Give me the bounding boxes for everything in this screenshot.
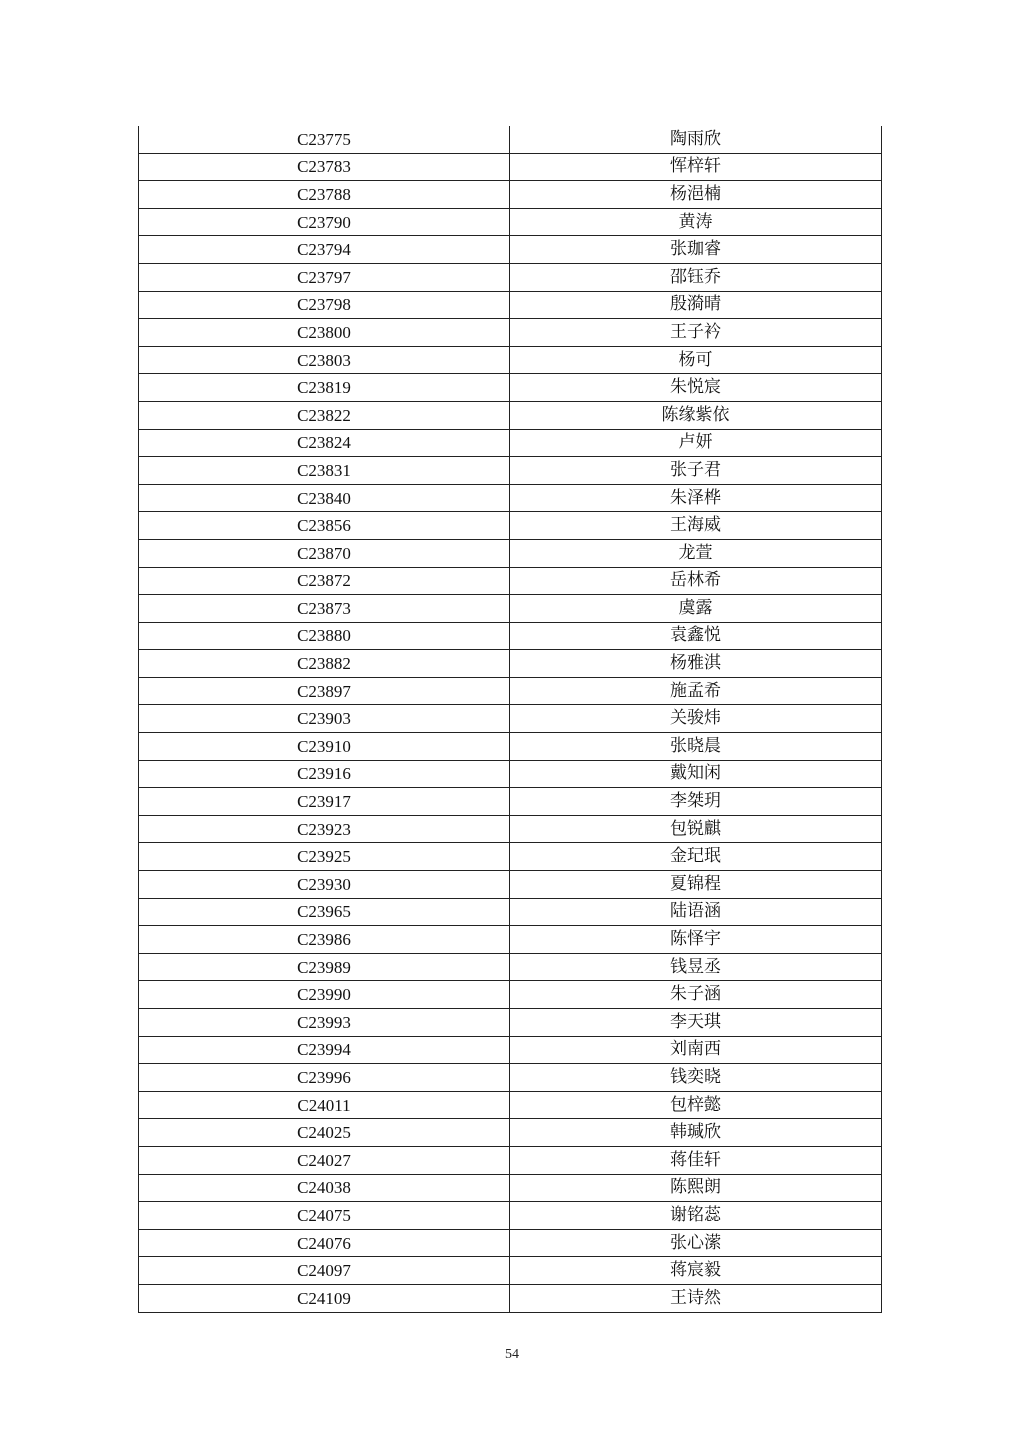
code-cell: C23797 [139, 263, 510, 291]
table-row [139, 622, 882, 650]
code-cell: C23925 [139, 843, 510, 871]
table-row [139, 650, 882, 678]
code-cell: C23831 [139, 457, 510, 485]
name-cell: 钱奕晓 [510, 1064, 882, 1092]
name-cell: 李天琪 [510, 1009, 882, 1037]
name-cell: 邵钰乔 [510, 263, 882, 291]
code-cell: C23775 [139, 126, 510, 153]
code-cell: C24027 [139, 1146, 510, 1174]
name-cell: 朱悦宸 [510, 374, 882, 402]
code-cell: C24075 [139, 1202, 510, 1230]
table-row [139, 153, 882, 181]
table-row [139, 1064, 882, 1092]
code-cell: C23819 [139, 374, 510, 402]
roster-table [138, 126, 882, 1313]
table-row [139, 457, 882, 485]
name-cell: 陆语涵 [510, 898, 882, 926]
name-cell: 龙萱 [510, 539, 882, 567]
name-cell: 包锐麒 [510, 815, 882, 843]
table-row [139, 374, 882, 402]
code-cell: C24011 [139, 1091, 510, 1119]
table-row [139, 953, 882, 981]
table-row [139, 1174, 882, 1202]
code-cell: C23783 [139, 153, 510, 181]
name-cell: 张子君 [510, 457, 882, 485]
table-row [139, 760, 882, 788]
name-cell: 蒋佳轩 [510, 1146, 882, 1174]
code-cell: C23800 [139, 319, 510, 347]
name-cell: 关骏炜 [510, 705, 882, 733]
table-row [139, 484, 882, 512]
name-cell: 谢铭蕊 [510, 1202, 882, 1230]
table-row [139, 1284, 882, 1312]
name-cell: 施孟希 [510, 677, 882, 705]
name-cell: 杨雅淇 [510, 650, 882, 678]
name-cell: 包梓懿 [510, 1091, 882, 1119]
code-cell: C23882 [139, 650, 510, 678]
table-row [139, 1202, 882, 1230]
table-row [139, 1036, 882, 1064]
code-cell: C23824 [139, 429, 510, 457]
name-cell: 刘南西 [510, 1036, 882, 1064]
code-cell: C23856 [139, 512, 510, 540]
table-row [139, 595, 882, 623]
name-cell: 戴知闲 [510, 760, 882, 788]
table-row [139, 871, 882, 899]
name-cell: 张珈睿 [510, 236, 882, 264]
name-cell: 杨浥楠 [510, 181, 882, 209]
name-cell: 王海威 [510, 512, 882, 540]
code-cell: C24097 [139, 1257, 510, 1285]
table-row [139, 291, 882, 319]
code-cell: C23916 [139, 760, 510, 788]
table-row [139, 843, 882, 871]
code-cell: C23994 [139, 1036, 510, 1064]
table-row [139, 898, 882, 926]
code-cell: C23923 [139, 815, 510, 843]
table-row [139, 1119, 882, 1147]
table-row [139, 926, 882, 954]
code-cell: C23790 [139, 208, 510, 236]
name-cell: 朱子涵 [510, 981, 882, 1009]
roster-table-body [139, 126, 882, 1312]
code-cell: C24038 [139, 1174, 510, 1202]
table-row [139, 346, 882, 374]
code-cell: C23880 [139, 622, 510, 650]
name-cell: 卢妍 [510, 429, 882, 457]
code-cell: C23873 [139, 595, 510, 623]
table-row [139, 815, 882, 843]
code-cell: C24109 [139, 1284, 510, 1312]
table-row [139, 788, 882, 816]
table-row [139, 981, 882, 1009]
table-row [139, 677, 882, 705]
name-cell: 岳林希 [510, 567, 882, 595]
code-cell: C23872 [139, 567, 510, 595]
table-row [139, 1257, 882, 1285]
table-row [139, 539, 882, 567]
table-row [139, 319, 882, 347]
table-row [139, 733, 882, 761]
name-cell: 李桀玥 [510, 788, 882, 816]
table-row [139, 236, 882, 264]
page-number: 54 [505, 1347, 519, 1362]
name-cell: 金玘珉 [510, 843, 882, 871]
name-cell: 蒋宸毅 [510, 1257, 882, 1285]
table-row [139, 181, 882, 209]
table-row [139, 1091, 882, 1119]
table-row [139, 263, 882, 291]
code-cell: C23965 [139, 898, 510, 926]
table-row [139, 567, 882, 595]
code-cell: C23989 [139, 953, 510, 981]
name-cell: 钱昱丞 [510, 953, 882, 981]
code-cell: C23897 [139, 677, 510, 705]
code-cell: C23986 [139, 926, 510, 954]
table-row [139, 1229, 882, 1257]
name-cell: 夏锦程 [510, 871, 882, 899]
code-cell: C23917 [139, 788, 510, 816]
code-cell: C23930 [139, 871, 510, 899]
table-row [139, 429, 882, 457]
name-cell: 虞露 [510, 595, 882, 623]
name-cell: 杨可 [510, 346, 882, 374]
code-cell: C23840 [139, 484, 510, 512]
name-cell: 张心潆 [510, 1229, 882, 1257]
name-cell: 王子衿 [510, 319, 882, 347]
name-cell: 袁鑫悦 [510, 622, 882, 650]
name-cell: 朱泽桦 [510, 484, 882, 512]
code-cell: C23910 [139, 733, 510, 761]
table-row [139, 705, 882, 733]
name-cell: 恽梓轩 [510, 153, 882, 181]
code-cell: C23798 [139, 291, 510, 319]
code-cell: C23903 [139, 705, 510, 733]
table-row [139, 401, 882, 429]
table-row [139, 208, 882, 236]
code-cell: C23803 [139, 346, 510, 374]
name-cell: 黄涛 [510, 208, 882, 236]
name-cell: 殷漪晴 [510, 291, 882, 319]
code-cell: C24025 [139, 1119, 510, 1147]
table-row [139, 1009, 882, 1037]
name-cell: 韩瑊欣 [510, 1119, 882, 1147]
name-cell: 王诗然 [510, 1284, 882, 1312]
code-cell: C23822 [139, 401, 510, 429]
name-cell: 陈怿宇 [510, 926, 882, 954]
name-cell: 张晓晨 [510, 733, 882, 761]
code-cell: C23990 [139, 981, 510, 1009]
code-cell: C23993 [139, 1009, 510, 1037]
name-cell: 陈熙朗 [510, 1174, 882, 1202]
name-cell: 陶雨欣 [510, 126, 882, 153]
code-cell: C23996 [139, 1064, 510, 1092]
table-row [139, 512, 882, 540]
table-row [139, 1146, 882, 1174]
name-cell: 陈缘紫依 [510, 401, 882, 429]
code-cell: C23788 [139, 181, 510, 209]
code-cell: C23794 [139, 236, 510, 264]
code-cell: C24076 [139, 1229, 510, 1257]
table-row [139, 126, 882, 153]
code-cell: C23870 [139, 539, 510, 567]
